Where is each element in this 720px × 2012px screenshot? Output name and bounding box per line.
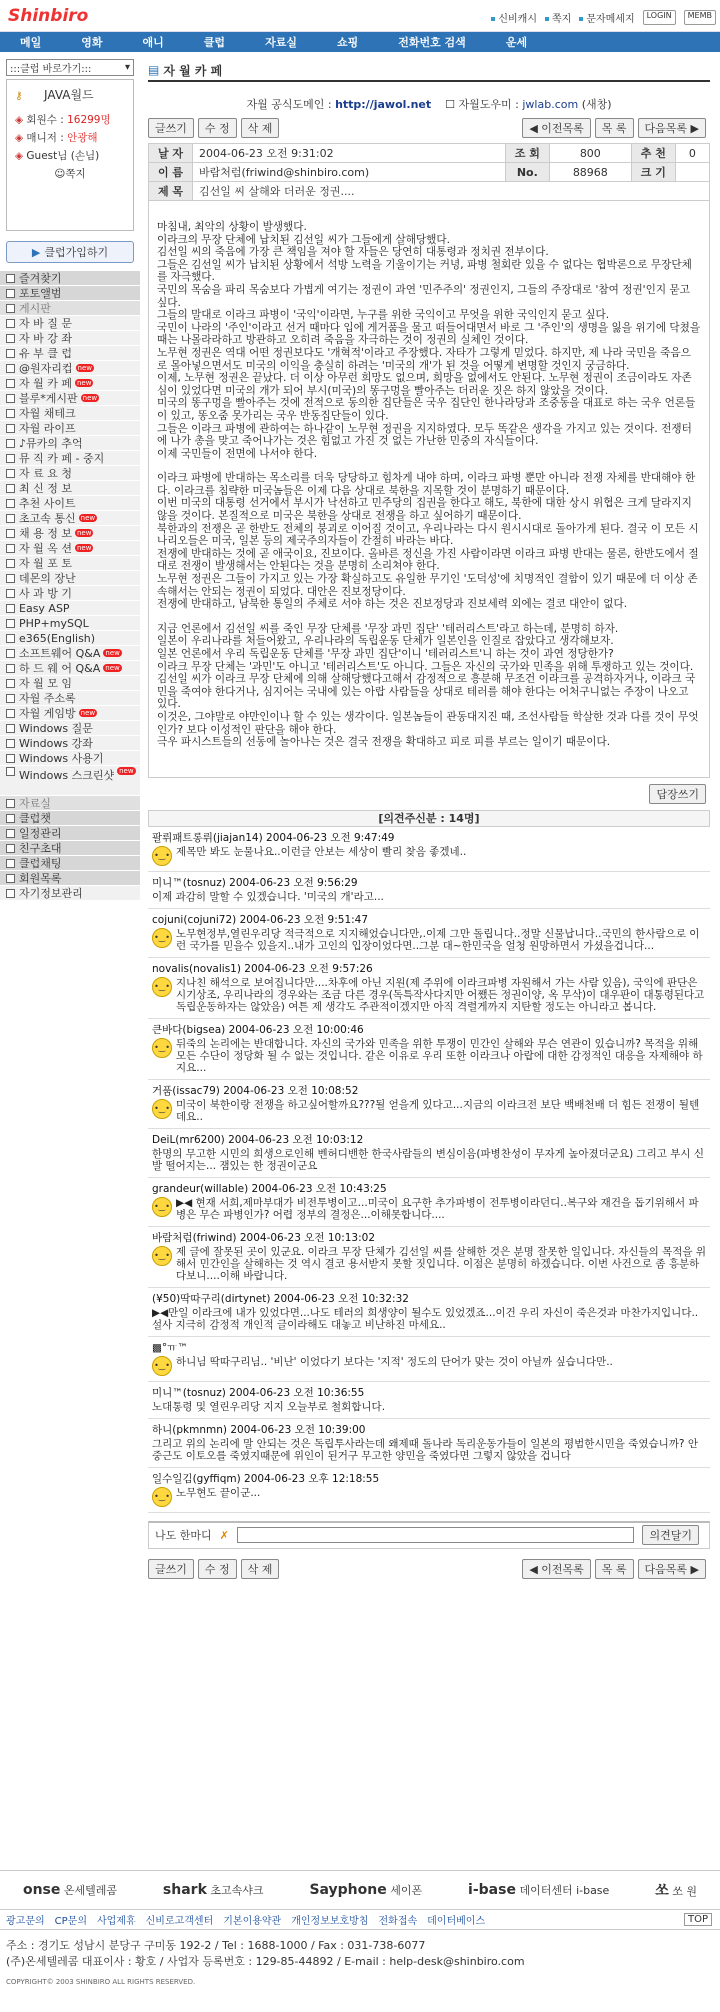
menu-bullet-icon xyxy=(6,829,15,838)
sidebar-item-label: 자 월 포 토 xyxy=(19,557,72,570)
sidebar-item-label: 자 월 옥 션 xyxy=(19,542,72,555)
comment xyxy=(148,1019,710,1080)
new-badge-icon: new xyxy=(77,544,92,552)
menu-bullet-icon xyxy=(6,694,15,703)
menu-bullet-icon xyxy=(6,379,15,388)
nav-pds[interactable]: 자료실 xyxy=(265,36,297,49)
sidebar-item[interactable] xyxy=(0,541,140,556)
footer-link[interactable]: 전화접속 xyxy=(378,1916,418,1927)
smiley-icon: •‿• xyxy=(152,1197,172,1217)
menu-bullet-icon xyxy=(6,394,15,403)
help-link[interactable]: jwlab.com xyxy=(522,98,579,111)
note-link[interactable]: 쪽지 xyxy=(545,10,571,25)
comment-text xyxy=(152,1195,706,1223)
footer-links xyxy=(0,1910,720,1930)
comment-text xyxy=(152,889,706,905)
comment-author[interactable]: 미니™(tosnuz) 2004-06-23 오전 9:56:29 xyxy=(152,876,358,889)
nav-fortune[interactable]: 운세 xyxy=(505,36,528,49)
emoticon-icon[interactable]: ✗ xyxy=(219,1528,229,1542)
comment-text xyxy=(152,1485,706,1509)
comments-list xyxy=(148,827,710,1513)
sidebar-item-label: 자월 게임방 xyxy=(19,707,76,720)
comment-body: 제목만 봐도 눈물나요..이런글 안보는 세상이 빨리 찾음 좋겠네.. xyxy=(176,845,467,858)
smiley-icon: •‿• xyxy=(152,1099,172,1119)
next-list-button[interactable]: 다음목록 ▶ xyxy=(638,118,706,138)
partner-logo[interactable] xyxy=(23,1882,117,1898)
sidebar-item-label: @원자리컵 xyxy=(19,362,73,375)
comment-body: 지나친 해석으로 보여집니다만....차후에 아닌 지원(제 주위에 이라크파병 자원해서 가는 사람 있음), 국익에 판단은 시기상조, 우리나라의 경우와는 조금 다른 경우(독특작사다지만 어쨌든 정권이양, 옥 무삭)이 대우판이 대통령된다고 독립운동하자는 않았음) 여튼 제 생각도 주관적이겠지만 아직 격렬게까지 지탄할 정도는 아니라고 봅니다. xyxy=(176,976,705,1013)
sidebar-item[interactable] xyxy=(0,376,140,391)
comment-form: 나도 한마디 ✗ 의견달기 xyxy=(148,1521,710,1549)
comment-body: ▶◀ 현재 서희,제마부대가 비전투병이고...미국이 요구한 추가파병이 전투병이라던디..복구와 재건을 돕기위해서 파병은 무슨 파병인가? 어렵 정부의 결정은...이해못합니다.... xyxy=(176,1196,699,1221)
footer-link[interactable]: 기본이용약관 xyxy=(223,1916,282,1927)
partner-name: 초고속샤크 xyxy=(210,1884,264,1897)
comment-text xyxy=(152,1399,706,1415)
menu-bullet-icon xyxy=(6,814,15,823)
cash-link[interactable]: 신비캐시 xyxy=(491,10,537,25)
sidebar-item[interactable] xyxy=(0,646,140,661)
sidebar-item-label: 자 바 강 좌 xyxy=(19,332,72,345)
sidebar-item-label: 일정관리 xyxy=(19,827,62,840)
sidebar-item[interactable] xyxy=(0,796,140,811)
write-button[interactable]: 글쓰기 xyxy=(148,1559,194,1579)
list-button[interactable]: 목 록 xyxy=(595,118,634,138)
sidebar-item[interactable] xyxy=(0,421,140,436)
sidebar-item[interactable] xyxy=(0,496,140,511)
sidebar-item-label: 친구초대 xyxy=(19,842,62,855)
comments-header: [의견주신분 : 14명] xyxy=(148,810,710,827)
sidebar-item[interactable] xyxy=(0,511,140,526)
sidebar-item[interactable] xyxy=(0,706,140,721)
sidebar-item[interactable] xyxy=(0,766,140,796)
top-buttons xyxy=(148,118,710,138)
comment-author[interactable]: (¥50)딱따구리(dirtynet) 2004-06-23 오전 10:32:32 xyxy=(152,1292,409,1305)
menu-bullet-icon xyxy=(6,889,15,898)
comment-body: 미국이 북한이랑 전쟁을 하고싶어할까요???될 얻을게 있다고...지금의 이라크전 보단 백배천배 더 힘든 전쟁이 될텐데요.. xyxy=(176,1098,700,1123)
partner-brand: onse xyxy=(22,1882,61,1898)
comment-author[interactable]: novalis(novalis1) 2004-06-23 오전 9:57:26 xyxy=(152,962,373,975)
comment-author[interactable]: 큰바다(bigsea) 2004-06-23 오전 10:00:46 xyxy=(152,1023,364,1036)
footer xyxy=(0,1870,720,1986)
menu-bullet-icon xyxy=(6,799,15,808)
menu-bullet-icon xyxy=(6,709,15,718)
footer-link[interactable]: 개인정보보호방침 xyxy=(291,1916,369,1927)
comment-author[interactable]: 하니(pkmnmn) 2004-06-23 오전 10:39:00 xyxy=(152,1423,366,1436)
comment-author[interactable]: ▩°ㅠ™ xyxy=(152,1341,188,1354)
join-club-button[interactable]: ▶ 클럽가입하기 xyxy=(6,241,134,263)
comment-text xyxy=(152,1436,706,1464)
sidebar-item[interactable] xyxy=(0,391,140,406)
club-select[interactable]: :::클럽 바로가기::: ▾ xyxy=(6,59,134,76)
sidebar-item-label: Windows 스크린샷 xyxy=(19,769,115,782)
sidebar-item[interactable] xyxy=(0,676,140,691)
new-badge-icon: new xyxy=(80,514,96,522)
nav-shop[interactable]: 쇼핑 xyxy=(336,36,359,49)
sidebar-item[interactable] xyxy=(0,721,140,736)
menu-bullet-icon xyxy=(6,484,15,493)
comment-body: 노대통령 및 열린우리당 지지 오늘부로 철회합니다. xyxy=(152,1400,386,1413)
menu-bullet-icon xyxy=(6,754,15,763)
sidebar-item-label: 자료실 xyxy=(19,797,51,810)
sidebar-item[interactable] xyxy=(0,886,140,901)
sidebar-item[interactable] xyxy=(0,736,140,751)
manager-name: 안광해 xyxy=(67,132,98,144)
sidebar-item-label: 자 바 질 문 xyxy=(19,317,72,330)
sidebar-item[interactable] xyxy=(0,631,140,646)
delete-button[interactable]: 삭 제 xyxy=(241,1559,280,1579)
partner-logo[interactable] xyxy=(655,1880,697,1900)
menu-bullet-icon xyxy=(6,559,15,568)
smiley-icon: •‿• xyxy=(152,977,172,997)
menu-bullet-icon xyxy=(6,544,15,553)
footer-link[interactable]: 사업제휴 xyxy=(96,1916,136,1927)
nav-mail[interactable]: 메일 xyxy=(20,36,42,49)
menu-bullet-icon xyxy=(6,409,15,418)
menu-bullet-icon xyxy=(6,274,15,283)
sidebar-item-label: 사 과 방 기 xyxy=(19,587,72,600)
comment xyxy=(148,872,710,909)
sidebar-item-label: e365(English) xyxy=(19,631,96,645)
smiley-icon: •‿• xyxy=(152,1356,172,1376)
company-info: 주소 : 경기도 성남시 분당구 구미동 192-2 / Tel : 1688-1000 / Fax : 031-738-6077 (주)온세텔레콤 대표이사 : 황호 / 사업자 등록번호 : 129-85-44892 / E-mail : help-desk@shinbiro.com xyxy=(6,1939,525,1968)
sidebar-item-label: 초고속 통신 xyxy=(19,512,76,525)
sidebar-item[interactable] xyxy=(0,316,140,331)
sidebar-item-label: 소프트웨어 Q&A xyxy=(19,647,101,660)
sidebar-item-label: Windows 질문 xyxy=(19,722,93,735)
comment-text xyxy=(152,926,706,954)
menu-bullet-icon xyxy=(6,604,15,613)
menu-bullet-icon xyxy=(6,679,15,688)
new-badge-icon: new xyxy=(77,379,92,387)
comment xyxy=(148,1227,710,1288)
reply-button[interactable]: 답장쓰기 xyxy=(649,784,706,804)
menu-bullet-icon xyxy=(6,304,15,313)
sidebar-item-label: 블루*게시판 xyxy=(19,392,78,405)
sidebar-item[interactable] xyxy=(0,811,140,826)
partner-brand: shark xyxy=(162,1882,207,1898)
sidebar-item-label: PHP+mySQL xyxy=(19,616,89,630)
comment-text xyxy=(152,1097,706,1125)
menu-bullet-icon xyxy=(6,844,15,853)
new-badge-icon: new xyxy=(105,664,120,672)
sidebar-item-label: 회원목록 xyxy=(19,872,62,885)
comment-author[interactable]: 팔뤼패트롱뤼(jiajan14) 2004-06-23 오전 9:47:49 xyxy=(152,831,395,844)
comment-body: 제 글에 잘못된 곳이 있군요. 이라크 무장 단체가 김선일 씨를 살해한 것은 분명 잘못한 일입니다. 자신들의 목적을 위해서 민간인을 살해하는 것 역시 결코 용서받지 못할 짓입니다. 이점은 분명히 하겠습니다. 이번 사건으로 좀 흥분하다보니....이해 바랍니다. xyxy=(176,1245,706,1282)
nav-club[interactable]: 클럽 xyxy=(203,36,226,49)
author[interactable]: 바람처럼(friwind@shinbiro.com) xyxy=(193,163,506,182)
board-title: ▤ 자 월 카 페 xyxy=(148,60,710,82)
comment-text xyxy=(152,844,706,868)
smiley-icon: •‿• xyxy=(152,1038,172,1058)
partner-name: 온세텔레콤 xyxy=(63,1884,118,1897)
sidebar-item[interactable] xyxy=(0,526,140,541)
prev-list-button[interactable]: ◀ 이전목록 xyxy=(522,118,590,138)
smiley-icon: •‿• xyxy=(152,928,172,948)
sidebar-item[interactable] xyxy=(0,841,140,856)
post-no: 88968 xyxy=(549,163,631,182)
comment-author[interactable]: 거품(issac79) 2004-06-23 오전 10:08:52 xyxy=(152,1084,359,1097)
top-bar xyxy=(0,0,720,32)
menu-bullet-icon xyxy=(6,649,15,658)
comment-text xyxy=(152,1305,706,1333)
partner-brand: Sayphone xyxy=(309,1882,387,1898)
club-menu xyxy=(0,271,140,901)
comment xyxy=(148,958,710,1019)
sidebar-item-label: ♪뮤카의 추억 xyxy=(19,437,83,450)
menu-bullet-icon xyxy=(6,499,15,508)
sidebar-item-label: 자 월 모 임 xyxy=(19,677,72,690)
footer-link[interactable]: CP문의 xyxy=(54,1916,87,1927)
menu-bullet-icon xyxy=(6,874,15,883)
sidebar-item[interactable] xyxy=(0,286,140,301)
sidebar xyxy=(0,56,140,901)
list-button[interactable]: 목 록 xyxy=(595,1559,634,1579)
sidebar-item-label: 자월 주소록 xyxy=(19,692,76,705)
comment xyxy=(148,1419,710,1468)
note-link[interactable]: ☺쪽지 xyxy=(54,168,86,180)
sidebar-item[interactable] xyxy=(0,556,140,571)
menu-bullet-icon xyxy=(6,469,15,478)
comment xyxy=(148,1468,710,1513)
sidebar-item[interactable] xyxy=(0,601,140,616)
partner-logo[interactable] xyxy=(309,1882,422,1898)
comment xyxy=(148,1337,710,1382)
menu-bullet-icon xyxy=(6,574,15,583)
partner-logos xyxy=(0,1870,720,1910)
comment-author[interactable]: 일수일김(gyffiqm) 2004-06-23 오후 12:18:55 xyxy=(152,1472,380,1485)
partner-brand: 쏘 xyxy=(655,1883,669,1899)
sidebar-item[interactable] xyxy=(0,661,140,676)
menu-bullet-icon xyxy=(6,364,15,373)
menu-bullet-icon xyxy=(6,859,15,868)
rec-count: 0 xyxy=(675,144,709,163)
diamond-icon: ◈ xyxy=(15,150,24,162)
bottom-buttons xyxy=(148,1559,710,1579)
sidebar-item-label: 자 월 카 페 xyxy=(19,377,72,390)
write-button[interactable]: 글쓰기 xyxy=(148,118,194,138)
sidebar-item[interactable] xyxy=(0,301,140,316)
sidebar-item[interactable] xyxy=(0,346,140,361)
partner-name: 세이폰 xyxy=(390,1884,423,1897)
edit-button[interactable]: 수 정 xyxy=(198,118,237,138)
nav-phone-search[interactable]: 전화번호 검색 xyxy=(398,36,466,49)
sidebar-item-label: 클럽챗 xyxy=(19,812,51,825)
sidebar-item-label: 자월 라이프 xyxy=(19,422,76,435)
sidebar-item-label: 즐겨찾기 xyxy=(19,272,62,285)
comment-author[interactable]: DeiL(mr6200) 2004-06-23 오전 10:03:12 xyxy=(152,1133,364,1146)
sidebar-item[interactable] xyxy=(0,691,140,706)
nav-movie[interactable]: 영화 xyxy=(81,36,103,49)
sidebar-item[interactable] xyxy=(0,571,140,586)
submit-comment-button[interactable]: 의견달기 xyxy=(642,1525,699,1545)
menu-bullet-icon xyxy=(6,529,15,538)
footer-link[interactable]: 신비로고객센터 xyxy=(145,1916,214,1927)
doc-icon: ▤ xyxy=(148,63,160,77)
club-info: ⚷ JAVA월드 ◈ 회원수 : 16299명 ◈ 매니저 : 안광해 ◈ Guest님 (손님) ☺쪽지 xyxy=(6,79,134,231)
menu-bullet-icon xyxy=(6,767,15,776)
arrow-icon: ▶ xyxy=(31,245,41,259)
diamond-icon: ◈ xyxy=(15,114,24,126)
menu-bullet-icon xyxy=(6,334,15,343)
comment-text xyxy=(152,1146,706,1174)
partner-logo[interactable] xyxy=(468,1882,609,1898)
sidebar-item-label: 유 부 클 럽 xyxy=(19,347,72,360)
comment-body: 노무현도 끝이군... xyxy=(176,1486,261,1499)
sidebar-item-label: 하 드 웨 어 Q&A xyxy=(19,662,101,675)
window-icon: ☐ xyxy=(445,98,456,111)
menu-bullet-icon xyxy=(6,439,15,448)
guest-label: Guest님 (손님) xyxy=(26,150,100,162)
comment-body: 뒤죽의 논리에는 반대합니다. 자신의 국가와 민족을 위한 투쟁이 민간인 살해와 무슨 연관이 있습니까? 목적을 위해 모든 수단이 정당화 될 수 없는 것입니다. 같은 이유로 우리 또한 이라크나 아랍에 대한 감정적인 대응을 자제해야 하지요... xyxy=(176,1037,703,1074)
comment-text xyxy=(152,1244,706,1284)
delete-button[interactable]: 삭 제 xyxy=(241,118,280,138)
menu-bullet-icon xyxy=(6,664,15,673)
partner-brand: i-base xyxy=(468,1882,516,1898)
sidebar-item-label: 추천 사이트 xyxy=(19,497,76,510)
member-count: 16299명 xyxy=(67,114,111,126)
comment xyxy=(148,1382,710,1419)
next-list-button[interactable]: 다음목록 ▶ xyxy=(638,1559,706,1579)
menu-bullet-icon xyxy=(6,724,15,733)
comment-body: 이제 과감히 말할 수 있겠습니다. '미국의 개'라고... xyxy=(152,890,384,903)
sidebar-item-label: 자월 채테크 xyxy=(19,407,76,420)
partner-name: 데이터센터 i-base xyxy=(519,1884,610,1897)
partner-logo[interactable] xyxy=(163,1882,264,1898)
comment-author[interactable]: cojuni(cojuni72) 2004-06-23 오전 9:51:47 xyxy=(152,913,369,926)
post-meta: 날 자 2004-06-23 오전 9:31:02 조 회 800 추 천 0 이 름 바람처럼(friwind@shinbiro.com) No. 88968 크 기 제 목 김선일 씨 살해와 더러운 정권.... xyxy=(148,143,710,201)
smiley-icon: •‿• xyxy=(152,1246,172,1266)
sidebar-item-label: 데몬의 장난 xyxy=(19,572,76,585)
menu-bullet-icon xyxy=(6,514,15,523)
footer-link[interactable]: 광고문의 xyxy=(6,1916,45,1927)
comment-text xyxy=(152,1036,706,1076)
chevron-down-icon: ▾ xyxy=(124,62,130,73)
copyright: COPYRIGHT© 2003 SHINBIRO ALL RIGHTS RESERVED. xyxy=(6,1978,196,1986)
comment-body: ▶◀만일 이라크에 내가 있었다면...나도 테러의 희생양이 될수도 있었겠죠...이건 우리 자신이 죽은것과 마찬가지입니다.. 설사 지극히 감정적 개인적 글이라해도 대놓고 비난하진 마세요.. xyxy=(152,1306,699,1331)
sidebar-item[interactable] xyxy=(0,451,140,466)
sidebar-item[interactable] xyxy=(0,871,140,886)
sidebar-item-label: 게시판 xyxy=(19,302,51,315)
smiley-icon: •‿• xyxy=(152,1487,172,1507)
sidebar-item[interactable] xyxy=(0,331,140,346)
nav-anime[interactable]: 애니 xyxy=(142,36,164,49)
new-badge-icon: new xyxy=(80,709,96,717)
shinbiro-logo[interactable]: Shinbiro xyxy=(8,6,89,26)
smiley-icon: •‿• xyxy=(152,846,172,866)
diamond-icon: ◈ xyxy=(15,132,24,144)
domain-link[interactable]: http://jawol.net xyxy=(335,98,432,111)
comment-author[interactable]: 바람처럼(friwind) 2004-06-23 오전 10:13:02 xyxy=(152,1231,375,1244)
comment xyxy=(148,909,710,958)
sidebar-item-label: 포토앨범 xyxy=(19,287,62,300)
post-date: 2004-06-23 오전 9:31:02 xyxy=(193,144,506,163)
new-badge-icon: new xyxy=(77,364,92,372)
comment-body: 그리고 위의 논리에 말 안되는 것은 독립투사라는데 왜제때 돌나라 독리운동가들이 일본의 평범한시민을 죽였습니까? 안중근도 이토오를 죽였지때문에 위인이 된거구 무고한 양민을 죽였다면 그렇지 않았을 겁니다 xyxy=(152,1437,698,1462)
menu-bullet-icon xyxy=(6,589,15,598)
comment xyxy=(148,1129,710,1178)
comment-body: 한명의 무고한 시민의 희생으로인해 벤허디밴한 한국사람들의 변심이음(파병찬성이 무자게 높아졌더군요) 그리고 부시 신발 떨어지는... 잼있는 한 정권이군요 xyxy=(152,1147,705,1172)
comment-input[interactable] xyxy=(237,1527,635,1543)
sidebar-item-label: Windows 사용기 xyxy=(19,752,104,765)
edit-button[interactable]: 수 정 xyxy=(198,1559,237,1579)
sidebar-item[interactable] xyxy=(0,856,140,871)
menu-bullet-icon xyxy=(6,424,15,433)
sidebar-item[interactable] xyxy=(0,436,140,451)
new-badge-icon: new xyxy=(105,649,120,657)
menu-bullet-icon xyxy=(6,454,15,463)
comment xyxy=(148,1080,710,1129)
post-subject: 김선일 씨 살해와 더러운 정권.... xyxy=(193,182,710,201)
sidebar-item[interactable] xyxy=(0,616,140,631)
person-icon: ☺ xyxy=(54,168,66,180)
sidebar-item[interactable] xyxy=(0,361,140,376)
club-name: JAVA월드 xyxy=(44,88,94,102)
footer-link[interactable]: 데이터베이스 xyxy=(427,1916,486,1927)
top-links xyxy=(491,10,716,25)
post-body: 마침내, 최악의 상황이 발생했다. 이라크의 무장 단체에 납치된 김선일 씨가 그들에게 살해당했다. 김선일 씨의 죽음에 가장 큰 책임을 져야 할 자들은 당연히 대통령과 정치권 전부이다. 그들은 김선일 씨가 납치된 상황에서 석방 노력을 기울이기는 커녕, 파병 철회란 있을 수 없다는 협박론으로 무장단체를 자극했다. 국민의 목숨을 파리 목숨보다 가볍게 여기는 정권이 과연 '민주주의' 정권인지, 그들의 주장대로 '참여 정권'인지 묻고 싶다. 그들의 말대로 이라크 파병이 '국익'이라면, 누구를 위한 국익이고 무엇을 위한 국익인지 묻고 싶다. 국민이 나라의 '주인'이라고 선거 때마다 입에 게거품을 물고 떠들어대면서 바로 그 '주인'의 생명을 잃을 위기에 닥쳤을 때는 나몰라라하고 방관하고 오히려 죽음을 자극하는 것이 정권의 실체인 것이다. 노무현 정권은 역대 어떤 정권보다도 '개혁적'이라고 주장했다. 자타가 그렇게 믿었다. 하지만, 제 나라 국민을 죽음으로 몰아넣으면서도 미국의 이익을 충실히 하려는 '미국의 개'가 된 것을 어떻게 변명할 것인지 궁금하다. 이제, 노무현 정권은 끝났다. 더 이상 아무런 희망도 없으며, 희망을 없에서도 안된다. 노무현 정권이 조금이라도 자존심이 있었다면 미국의 개가 되어 부시(미국)의 똥구멍을 빨아주는 더러운 짓은 하지 않았을 것이다. 미국의 똥구멍을 빨아주는 것에 전적으로 동의한 집단들은 국우 집단인 한나라당과 조중동을 대표로 하는 국우 언론들이 있고, 똥오줌 못가리는 국우 반동집단들이 있다. 그들은 이라크 파병에 관하여는 하나같이 노무현 정권을 지지하였다. 모두 똑같은 생각을 가지고 있는 것이다. 전쟁터에 나가 총을 맞고 죽어나가는 것은 힘없고 가진 것 없는 가난한 민중의 자식들이다. 이제 국민들이 전면에 나서야 한다. 이라크 파병에 반대하는 목소리를 더욱 당당하고 힘차게 내야 하며, 이라크 파병 뿐만 아니라 전쟁 자체를 반대해야 한다. 이라크를 침략한 미국놈들은 이제 다음 상대로 북한을 지목할 것이 분명하기 때문이다. 이번 미국의 대통령 선거에서 부시가 낙선하고 민주당의 집권을 한다고 해도, 북한에 대한 상시 위협은 크게 달라지지 않을 것이다. 본질적으로 미국은 북한을 상대로 전쟁을 하고 싶어하기 때문이다. 북한과의 전쟁은 곧 한반도 전체의 붕괴로 이어질 것이고, 우리나라는 다시 원시시대로 돌아가게 된다. 결국 이 모든 시나리오들은 미국, 일본 등의 제국주의자들이 간절히 바라는 바다. 전쟁에 반대하는 것에 곧 애국이요, 진보이다. 올바른 정신을 가진 사람이라면 이라크 파병 반대는 물론, 한반도에서 절대로 전쟁이 발생해서는 안된다는 것을 분명히 소리쳐야 한다. 노무현 정권은 그들이 가지고 있는 가장 확실하고도 유일한 무기인 '도덕성'에 치명적인 결함이 있기 때문에 더 이상 존속해서는 안되는 정권이 되었다. 대안은 진보정당이다. 전쟁에 반대하고, 남북한 통일의 주체로 서야 하는 것은 진보정당과 진보세력 외에는 결코 대안이 없다. 지금 언론에서 김선일 씨를 죽인 무장 단체를 '무장 과민 집단' '테러리스트'라고 하는데, 분명히 하자. 일본이 우리나라를 처들어왔고, 우리나라의 독립운동 단체가 일본인을 인질로 잡았다고 생각해보자. 일본 언론에서 우리 독립운동 단체를 '무장 과민 집단'이니 '테러리스트'니 하는 것이 과연 정당한가? 이라크 무장 단체는 '과민'도 아니고 '테러리스트'도 아니다. 그들은 자신의 국가와 민족을 위해 투쟁하고 있는 것이다. 김선일 씨가 이라크 무장 단체에 의해 살해당했다고해서 감정적으로 흥분해 무조건 이라크를 공격하자거나, 이라크 국민을 죽여야 한다거나, 심지어는 국내에 있는 아랍 사람들을 상대로 테러를 해야 한다는 어처구니없는 주장이 나오고 있다. 이것은, 그야말로 야만인이나 할 수 있는 생각이다. 일본놈들이 관동대지진 때, 조선사람들 학살한 것과 다를 것이 무엇인가? 보다 이성적인 판단을 해야 한다. 극우 파시스트들의 선동에 놀아나는 것은 결국 전쟁을 확대하고 피로 피를 부르는 일이기 때문이다. xyxy=(148,201,710,778)
sidebar-item[interactable] xyxy=(0,481,140,496)
menu-bullet-icon xyxy=(6,319,15,328)
domain-info: 자월 공식도메인 : http://jawol.net ☐ 자월도우미 : jwlab.com (새창) xyxy=(246,98,612,111)
sidebar-item-label: 클럽채팅 xyxy=(19,857,62,870)
login-button[interactable]: LOGIN xyxy=(643,10,676,25)
menu-bullet-icon xyxy=(6,634,15,643)
top-button[interactable]: TOP xyxy=(684,1913,712,1926)
comment-author[interactable]: 미니™(tosnuz) 2004-06-23 오전 10:36:55 xyxy=(152,1386,365,1399)
prev-list-button[interactable]: ◀ 이전목록 xyxy=(522,1559,590,1579)
sidebar-item[interactable] xyxy=(0,406,140,421)
sidebar-item[interactable] xyxy=(0,751,140,766)
sidebar-item-label: 뮤 직 카 페 - 중지 xyxy=(19,452,105,465)
new-badge-icon: new xyxy=(82,394,98,402)
view-count: 800 xyxy=(549,144,631,163)
sidebar-item-label: Easy ASP xyxy=(19,601,70,615)
sidebar-item-label: 채 용 정 보 xyxy=(19,527,72,540)
comment xyxy=(148,827,710,872)
new-badge-icon: new xyxy=(119,767,134,775)
sidebar-item[interactable] xyxy=(0,466,140,481)
comment-author[interactable]: grandeur(willable) 2004-06-23 오전 10:43:25 xyxy=(152,1182,387,1195)
sidebar-item[interactable] xyxy=(0,271,140,286)
menu-bullet-icon xyxy=(6,289,15,298)
board-view xyxy=(148,60,710,1579)
member-button[interactable]: MEMB xyxy=(684,10,716,25)
comment xyxy=(148,1178,710,1227)
sidebar-item-label: 자기정보관리 xyxy=(19,887,83,900)
menu-bullet-icon xyxy=(6,619,15,628)
comment-body: 노무현정부,열린우리당 적극적으로 지지해었습니다만,.이제 그만 돌립니다..정말 신물납니다..국민의 한사람으로 이런 국가를 믿을수 있을지..내가 고인의 입장이었다면..그분 대~한민국을 얼청 원망하면서 가셨을겁니다... xyxy=(176,927,700,952)
comment-body: 하니님 딱따구리님.. '비난' 이었다기 보다는 '지적' 정도의 단어가 맞는 것이 아닐까 싶습니다만.. xyxy=(176,1355,613,1368)
menu-bullet-icon xyxy=(6,739,15,748)
comment xyxy=(148,1288,710,1337)
comment-text xyxy=(152,975,706,1015)
sidebar-item-label: 자 료 요 청 xyxy=(19,467,72,480)
menu-bullet-icon xyxy=(6,349,15,358)
sidebar-item[interactable] xyxy=(0,826,140,841)
sidebar-item-label: Windows 강좌 xyxy=(19,737,93,750)
sms-link[interactable]: 문자메세지 xyxy=(579,10,634,25)
main-nav xyxy=(0,32,720,52)
partner-name: 쏘 원 xyxy=(672,1885,697,1898)
sidebar-item[interactable] xyxy=(0,586,140,601)
new-badge-icon: new xyxy=(77,529,92,537)
sidebar-item-label: 최 신 정 보 xyxy=(19,482,72,495)
comment-text xyxy=(152,1354,706,1378)
key-icon: ⚷ xyxy=(15,90,23,102)
